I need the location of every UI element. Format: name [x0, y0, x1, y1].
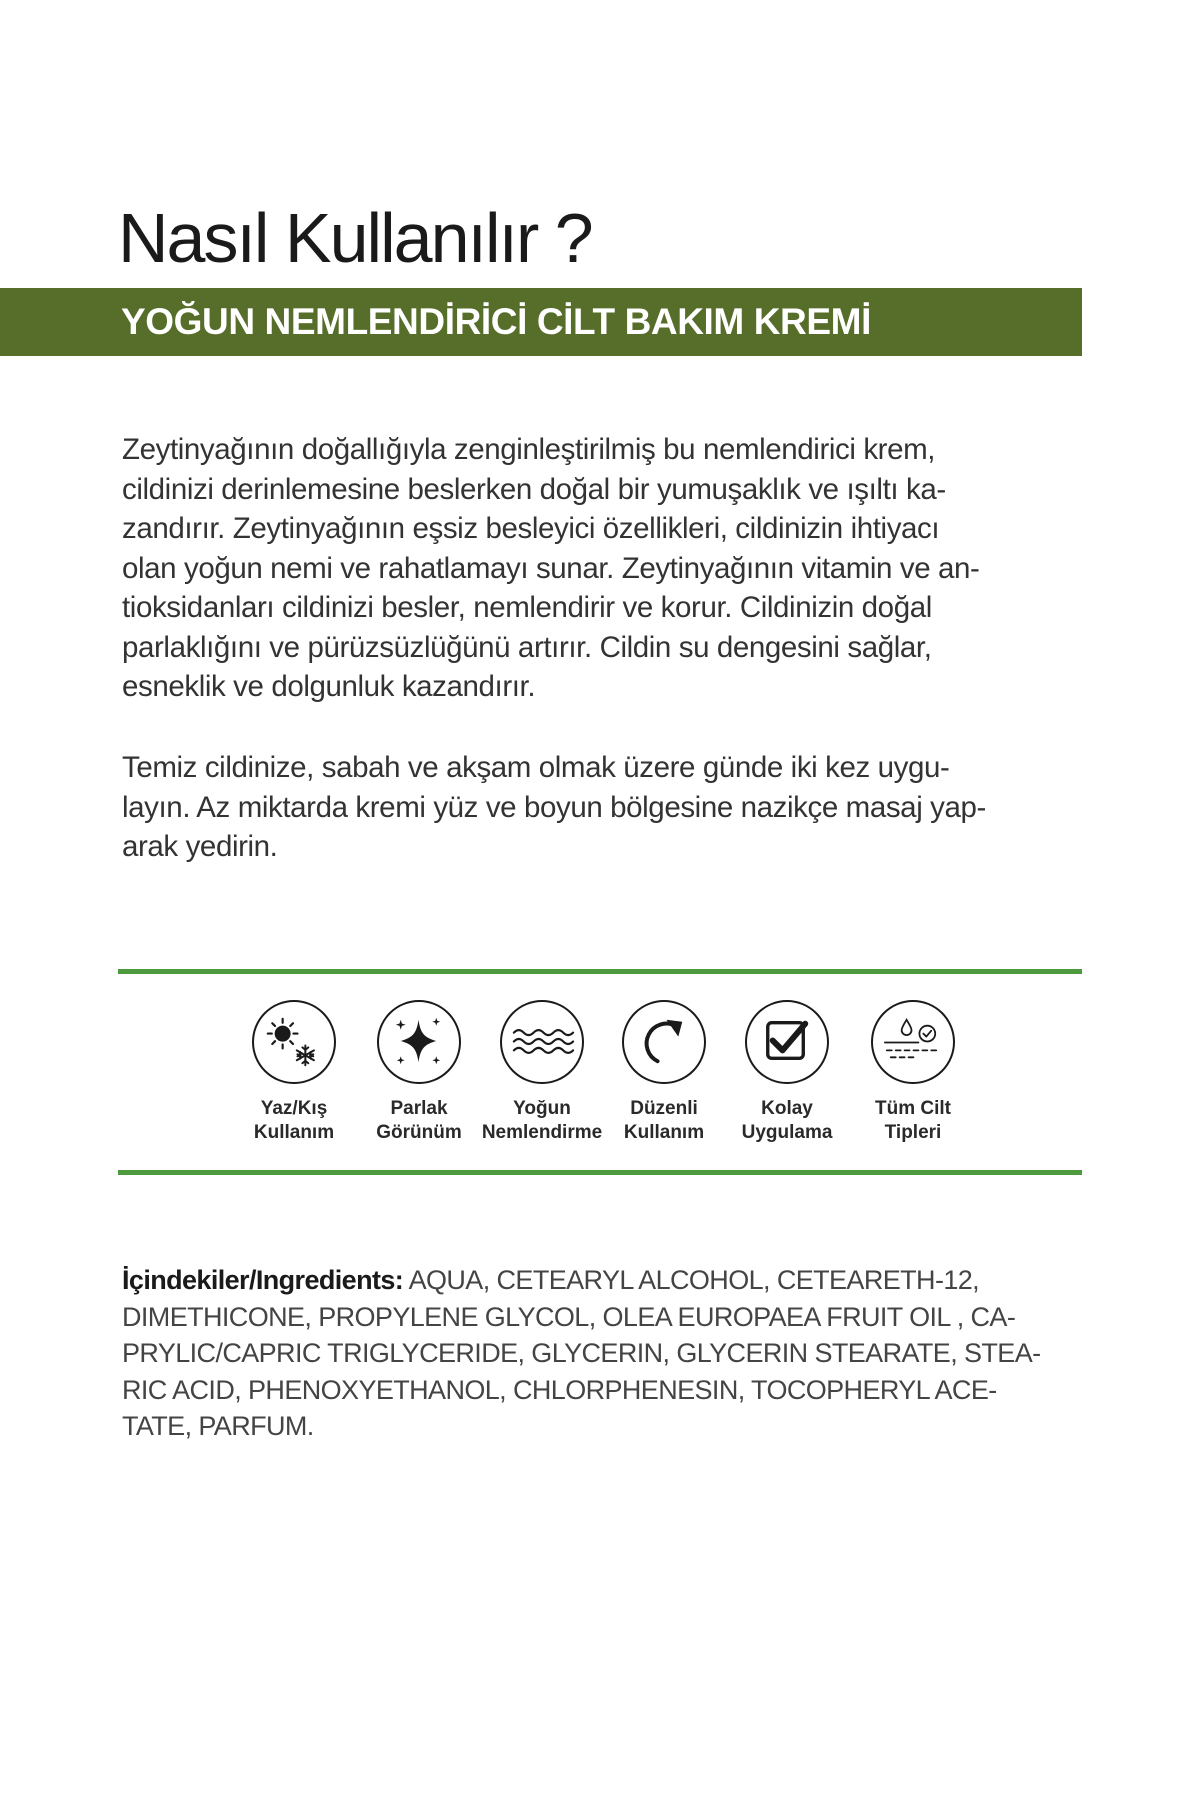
divider-bottom: [118, 1170, 1082, 1175]
feature-label: Yaz/Kış Kullanım: [253, 1098, 335, 1143]
usage-instructions: [122, 748, 1082, 867]
usage-line: arak yedirin.: [122, 830, 278, 863]
description-line: tioksidanları cildinizi besler, nemlendirir ve korur. Cildinizin doğal: [122, 591, 932, 624]
description-line: esneklik ve dolgunluk kazandırır.: [122, 670, 536, 703]
rotate-arrow-icon: [622, 1000, 706, 1084]
product-name: YOĞUN NEMLENDİRİCİ CİLT BAKIM KREMİ: [121, 301, 871, 342]
ingredients-line: RIC ACID, PHENOXYETHANOL, CHLORPHENESIN, TOCOPHERYL ACE-: [122, 1374, 997, 1405]
sun-snowflake-icon: [252, 1000, 336, 1084]
product-name-banner: [0, 288, 1082, 356]
feature-label: Kolay Uygulama: [741, 1098, 833, 1143]
description-line: olan yoğun nemi ve rahatlamayı sunar. Zeytinyağının vitamin ve an-: [122, 551, 980, 585]
sparkle-icon: [377, 1000, 461, 1084]
checkbox-icon: [745, 1000, 829, 1084]
skin-layers-icon: [871, 1000, 955, 1084]
feature-icons-row: [0, 995, 1200, 1165]
usage-line: Temiz cildinize, sabah ve akşam olmak üzere günde iki kez uygu-: [122, 751, 950, 784]
description-line: cildinizi derinlemesine beslerken doğal bir yumuşaklık ve ışıltı ka-: [122, 472, 946, 506]
ingredients-line: TATE, PARFUM.: [122, 1411, 314, 1441]
ingredients-line: İçindekiler/Ingredients: AQUA, CETEARYL ALCOHOL, CETEARETH-12,: [122, 1265, 980, 1295]
description-line: parlaklığını ve pürüzsüzlüğünü artırır. Cildin su dengesini sağlar,: [122, 630, 932, 664]
description-line: zandırır. Zeytinyağının eşsiz besleyici özellikleri, cildinizin ihtiyacı: [122, 512, 940, 545]
feature-label: Tüm Cilt Tipleri: [875, 1098, 951, 1143]
divider-top: [118, 969, 1082, 974]
feature-label: Parlak Görünüm: [376, 1098, 462, 1143]
ingredients-list: [122, 1262, 1082, 1445]
ingredients-line: PRYLIC/CAPRIC TRIGLYCERIDE, GLYCERIN, GLYCERIN STEARATE, STEA-: [122, 1338, 1041, 1368]
page-title: Nasıl Kullanılır ?: [118, 199, 592, 277]
feature-label: Yoğun Nemlendirme: [481, 1098, 603, 1143]
ingredients-label: İçindekiler/Ingredients:: [122, 1265, 404, 1295]
ingredients-line: DIMETHICONE, PROPYLENE GLYCOL, OLEA EUROPAEA FRUIT OIL , CA-: [122, 1301, 1016, 1332]
waves-icon: [500, 1000, 584, 1084]
feature-label: Düzenli Kullanım: [623, 1098, 705, 1143]
description-line: Zeytinyağının doğallığıyla zenginleştirilmiş bu nemlendirici krem,: [122, 433, 936, 466]
usage-line: layın. Az miktarda kremi yüz ve boyun bölgesine nazikçe masaj yap-: [122, 790, 986, 824]
product-description: [122, 430, 1082, 707]
